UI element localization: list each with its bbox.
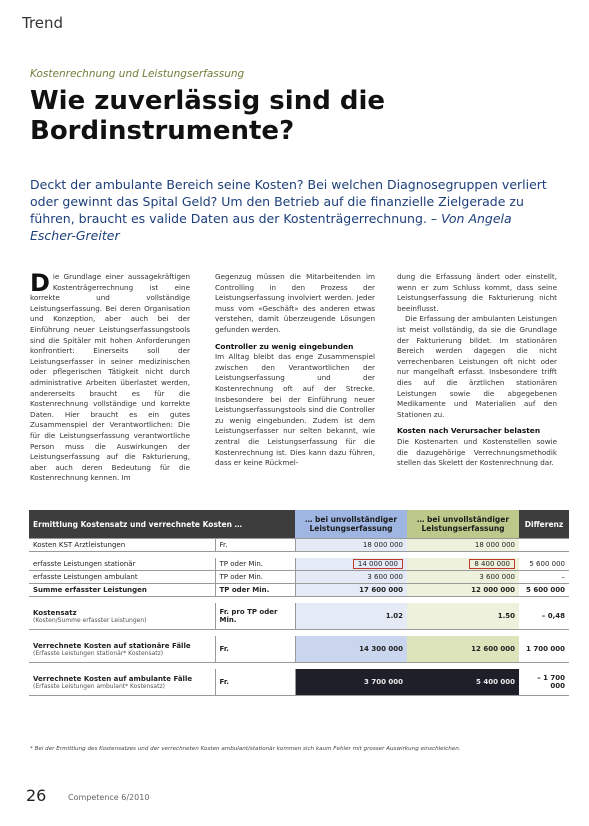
cell-diff: 5 600 000	[519, 584, 569, 597]
row-unit: Fr.	[215, 539, 295, 552]
table-title: Ermittlung Kostensatz und verrechnete Kosten …	[29, 510, 295, 539]
kicker: Kostenrechnung und Leistungserfassung	[30, 68, 245, 80]
cell-blue: 17 600 000	[295, 584, 407, 597]
body-column-3	[397, 272, 557, 469]
body-paragraph: Im Alltag bleibt das enge Zusammenspiel zwischen den Verantwortlichen der Leistungserfassung und der Kostenrechnung oft auf der Strecke. Insbesondere bei der Einführung neuer Leistungserfassungstools sind die Controller zu wenig eingebunden. Zudem ist dem Leistungserfasser nur selten bekannt, wie zentral die Leistungserfassung für die Kostenrechnung ist. Dies kann dazu führen, dass er keine Rückmel-	[215, 352, 375, 468]
header-green: … bei unvollständiger Leistungserfassung	[407, 510, 519, 539]
cell-blue: 18 000 000	[295, 539, 407, 552]
table-row	[29, 584, 569, 597]
body-paragraph: Gegenzug müssen die Mitarbeitenden im Controlling in den Prozess der Leistungserfassung involviert werden. Jeder muss vom «Geschäft» des anderen etwas verstehen, damit überzeugende Lösungen gefunden werden.	[215, 272, 375, 334]
cell-diff: 1 700 000	[519, 636, 569, 663]
row-unit: Fr.	[215, 669, 295, 696]
subheading: Kosten nach Verursacher belasten	[397, 426, 541, 436]
cell-green: 3 600 000	[407, 571, 519, 584]
cost-table	[29, 510, 569, 696]
cell-green: 1.50	[407, 603, 519, 630]
table-header-row	[29, 510, 569, 539]
body-column-1	[30, 269, 190, 484]
header-blue: … bei unvollständiger Leistungserfassung	[295, 510, 407, 539]
cell-green: 12 000 000	[407, 584, 519, 597]
cell-green: 5 400 000	[407, 669, 519, 696]
body-paragraph: Die Erfassung der ambulanten Leistungen ist meist vollständig, da sie die Grundlage der Fakturierung bildet. Im stationären Bereich werden dagegen die nicht verrechenbaren Leistungen oft nicht oder nur mangelhaft erfasst. Insbesondere trifft dies auf die ärztlichen stationären Leistungen sowie die abgegebenen Medikamente und Materialien auf den Stationen zu.	[397, 314, 557, 419]
section-label: Trend	[22, 14, 64, 32]
cell-blue: 3 700 000	[295, 669, 407, 696]
row-label-sub: (Kosten/Summe erfasster Leistungen)	[33, 616, 147, 624]
header-diff: Differenz	[519, 510, 569, 539]
cell-diff: 5 600 000	[519, 558, 569, 571]
cell-blue: 1.02	[295, 603, 407, 630]
cell-diff: – 0,48	[519, 603, 569, 630]
row-label-sub: (Erfasste Leistungen stationär* Kostensatz)	[33, 649, 164, 657]
row-label: erfasste Leistungen stationär	[29, 558, 215, 571]
table-row	[29, 558, 569, 571]
magazine-name: Competence 6/2010	[68, 793, 150, 802]
cell-diff: – 1 700 000	[519, 669, 569, 696]
row-label: Summe erfasster Leistungen	[29, 584, 215, 597]
subheading: Controller zu wenig eingebunden	[215, 341, 354, 351]
body-paragraph: ie Grundlage einer aussagekräftigen Kostenträgerrechnung ist eine korrekte und vollständige Leistungserfassung. Bei deren Organisation und Konzeption, aber auch bei der Einführung neuer Leistungserfassungstools sind die Spitäler mit hohen Anforderungen konfrontiert: Einerseits soll der Leistungserfasser in seiner medizinischen oder pflegerischen Tätigkeit nicht durch administrative Arbeiten überlastet werden, andererseits braucht es für die Kostenrechnung vollständige und korrekte Daten. Hier braucht es ein gutes Zusammenspiel der Verantwortlichen: Die für die Leistungserfassung verantwortliche Person muss die Auswirkungen der Leistungserfassung auf die Fakturierung, aber auch deren Bedeutung für die Kostenrechnung kennen. Im	[30, 272, 190, 483]
row-label-main: Kostensatz	[33, 608, 77, 617]
cell-diff: –	[519, 571, 569, 584]
row-label	[29, 669, 215, 696]
table-row	[29, 539, 569, 552]
highlight-box: 8 400 000	[469, 559, 515, 569]
cell-green: 18 000 000	[407, 539, 519, 552]
footnote: * Bei der Ermittlung des Kostensatzes und der verrechneten Kosten ambulant/stationär kommen sich kaum Fehler mit grosser Auswirkung einschleichen.	[30, 746, 461, 752]
author-byline: Von Angela Escher-Greiter	[30, 211, 512, 243]
cell-green: 12 600 000	[407, 636, 519, 663]
row-label	[29, 603, 215, 630]
row-label-main: Verrechnete Kosten auf stationäre Fälle	[33, 641, 191, 650]
body-paragraph: Die Kostenarten und Kostenstellen sowie die dazugehörige Verrechnungsmethodik stellen das Skelett der Kostenrechnung dar.	[397, 436, 557, 468]
cell-green	[407, 558, 519, 571]
row-label	[29, 636, 215, 663]
row-unit: Fr.	[215, 636, 295, 663]
body-paragraph: dung die Erfassung ändert oder einstellt, wenn er zum Schluss kommt, dass seine Leistungserfassung die Fakturierung nicht beeinflusst.	[397, 272, 557, 313]
cell-diff	[519, 539, 569, 552]
row-label-main: Verrechnete Kosten auf ambulante Fälle	[33, 674, 193, 683]
row-unit: TP oder Min.	[215, 558, 295, 571]
cell-blue: 3 600 000	[295, 571, 407, 584]
row-unit: TP oder Min.	[215, 571, 295, 584]
lead-text: Deckt der ambulante Bereich seine Kosten? Bei welchen Diagnosegruppen verliert oder gewinnt das Spital Geld? Um den Betrieb auf die finanzielle Zielgerade zu führen, braucht es valide Daten aus der Kostenträgerrechnung. –	[30, 177, 547, 226]
cell-blue	[295, 558, 407, 571]
table-row	[29, 603, 569, 630]
row-unit: Fr. pro TP oder Min.	[215, 603, 295, 630]
body-column-2	[215, 272, 375, 469]
cell-blue: 14 300 000	[295, 636, 407, 663]
row-label: Kosten KST Arztleistungen	[29, 539, 215, 552]
highlight-box: 14 000 000	[353, 559, 403, 569]
row-label: erfasste Leistungen ambulant	[29, 571, 215, 584]
lead-paragraph	[30, 176, 560, 244]
dropcap: D	[30, 269, 50, 297]
row-unit: TP oder Min.	[215, 584, 295, 597]
table-row	[29, 636, 569, 663]
row-label-sub: (Erfasste Leistungen ambulant* Kostensatz)	[33, 682, 165, 690]
headline: Wie zuverlässig sind die Bordinstrumente?	[30, 86, 386, 146]
table-row	[29, 669, 569, 696]
table-row	[29, 571, 569, 584]
page-number: 26	[26, 786, 47, 805]
